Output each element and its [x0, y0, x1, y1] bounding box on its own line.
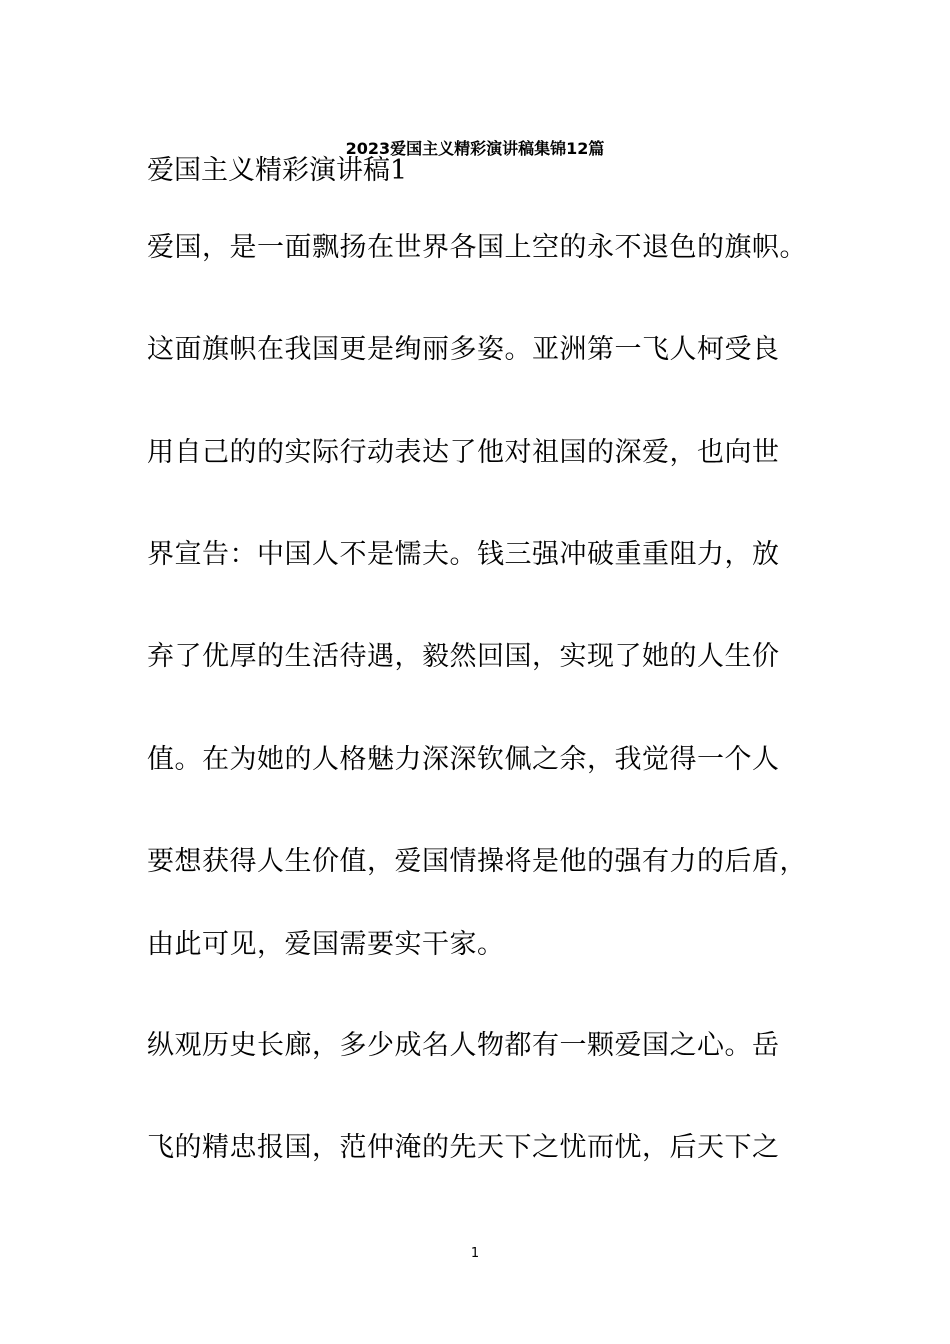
paragraph-line: 用自己的的实际行动表达了他对祖国的深爱，也向世 — [147, 437, 780, 468]
paragraph-line: 这面旗帜在我国更是绚丽多姿。亚洲第一飞人柯受良 — [147, 334, 780, 365]
paragraph-line: 值。在为她的人格魅力深深钦佩之余，我觉得一个人 — [147, 744, 780, 775]
paragraph-line: 界宣告：中国人不是懦夫。钱三强冲破重重阻力，放 — [147, 539, 780, 570]
paragraph-line: 飞的精忠报国，范仲淹的先天下之忧而忧，后天下之 — [147, 1132, 780, 1163]
paragraph-line: 爱国，是一面飘扬在世界各国上空的永不退色的旗帜。 — [147, 232, 807, 263]
paragraph-line: 纵观历史长廊，多少成名人物都有一颗爱国之心。岳 — [147, 1030, 780, 1061]
section-heading: 爱国主义精彩演讲稿1 — [147, 155, 408, 186]
paragraph-line: 要想获得人生价值，爱国情操将是他的强有力的后盾， — [147, 846, 807, 877]
paragraph-line: 由此可见，爱国需要实干家。 — [147, 929, 505, 960]
document-title: 2023爱国主义精彩演讲稿集锦12篇 — [345, 139, 605, 158]
paragraph-line: 弃了优厚的生活待遇，毅然回国，实现了她的人生价 — [147, 641, 780, 672]
page-number: 1 — [470, 1246, 480, 1261]
